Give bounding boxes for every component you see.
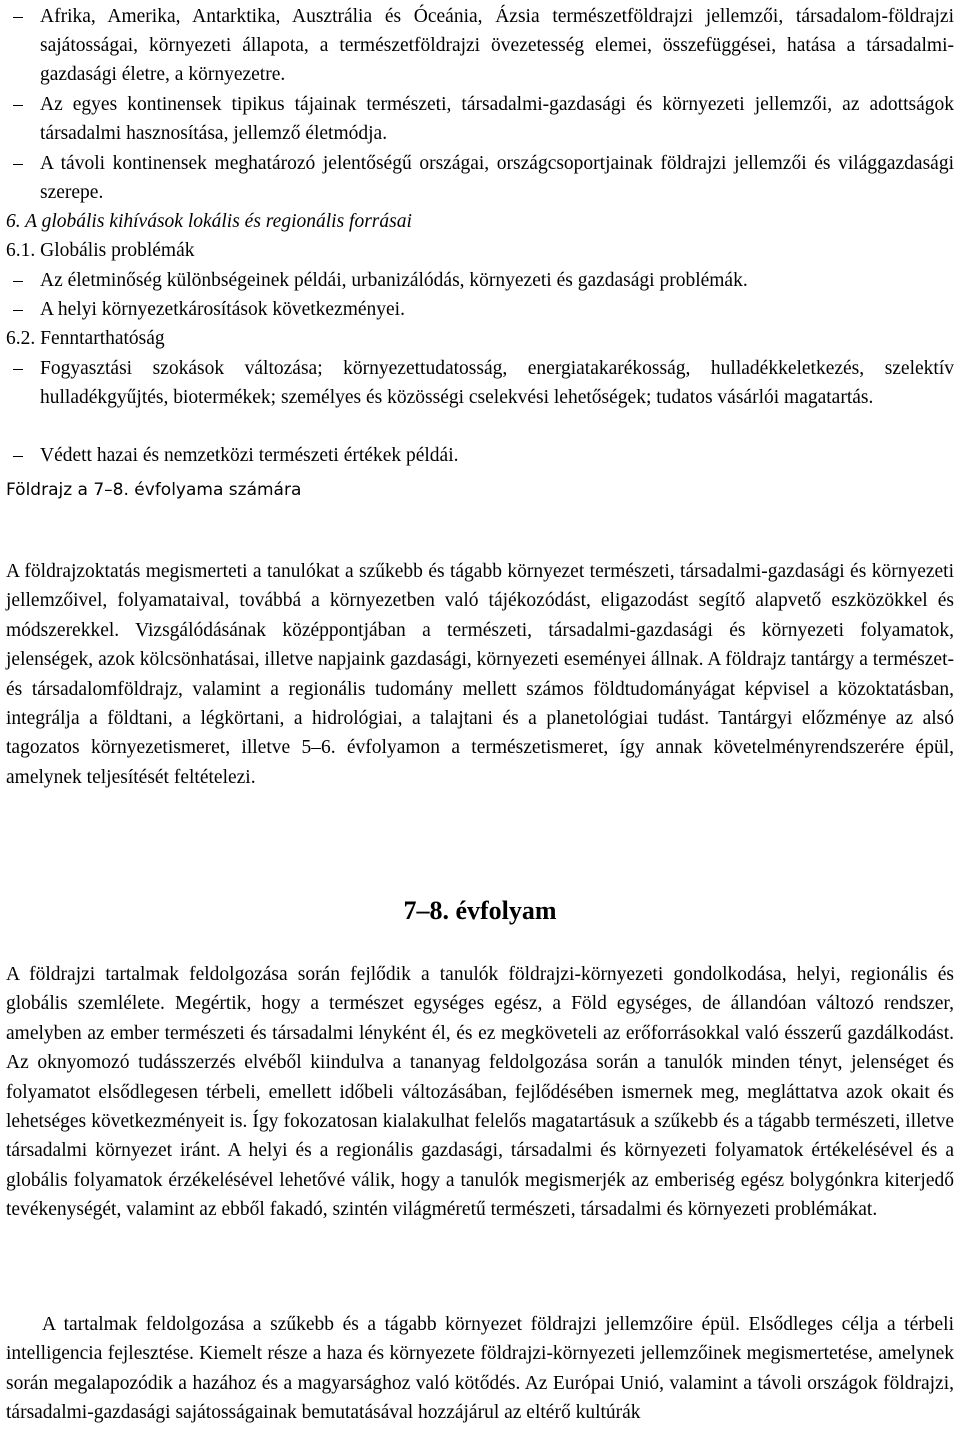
intro-paragraph: A földrajzoktatás megismerteti a tanulókat a szűkebb és tágabb környezet természeti, társadalmi-gazdasági és környezeti jellemzőivel, folyamataival, továbbá a környezetben való tájékozódást, eligazodást segítő alapvető eszközökkel és módszerekkel. Vizsgálódásának középpontjában a természeti, társadalmi-gazdasági és környezeti folyamatok, jelenségek, azok kölcsönhatásai, illetve napjaink gazdasági, környezeti eseményei állnak. A földrajz tantárgy a természet- és társadalomföldrajz, valamint a regionális tudomány mellett számos földtudományágat képvisel a közoktatásban, integrálja a földtani, a légkörtani, a hidrológiai, a talajtani és a planetológiai tudást. Tantárgyi előzménye az alsó tagozatos környezetismeret, illetve 5–6. évfolyamon a természetismeret, így annak követelményrendszerére épül, amelynek teljesítését feltételezi.	[6, 561, 954, 788]
list-item	[6, 90, 954, 148]
list-item-text: Afrika, Amerika, Antarktika, Ausztrália és Óceánia, Ázsia természetföldrajzi jellemzői, társadalom-földrajzi sajátosságai, környezeti állapota, a természetföldrajzi övezetesség elemei, összefüggései, hatása a társadalmi-gazdasági életre, a környezetre.	[40, 6, 954, 85]
list-item-text: A távoli kontinensek meghatározó jelentőségű országai, országcsoportjainak földrajzi jellemzői és világgazdasági szerepe.	[40, 153, 954, 203]
list-item-text: Az egyes kontinensek tipikus tájainak természeti, társadalmi-gazdasági és környezeti jellemzői, az adottságok társadalmi hasznosítása, jellemző életmódja.	[40, 94, 954, 144]
list-item	[6, 441, 954, 470]
list-dash: –	[13, 358, 23, 379]
list-dash: –	[13, 6, 23, 27]
list-item-text: Védett hazai és nemzetközi természeti értékek példái.	[40, 445, 459, 466]
list-item	[6, 295, 954, 324]
section-6-title: 6. A globális kihívások lokális és regionális forrásai	[6, 211, 412, 232]
section-6-2-title: 6.2. Fenntarthatóság	[6, 328, 165, 349]
section-6-1-title: 6.1. Globális problémák	[6, 240, 195, 261]
list-item-text: Az életminőség különbségeinek példái, urbanizálódás, környezeti és gazdasági problémák.	[40, 270, 748, 291]
list-item	[6, 266, 954, 295]
list-dash: –	[13, 153, 23, 174]
list-dash: –	[13, 299, 23, 320]
body-paragraph-1: A földrajzi tartalmak feldolgozása során fejlődik a tanulók földrajzi-környezeti gondolkodása, helyi, regionális és globális szemlélete. Megértik, hogy a természet egységes egész, a Föld egységes, de állandóan változó rendszer, amelyben az ember természeti és társadalmi lényként él, és ez megköveteli az erőforrásokkal való ésszerű gazdálkodást. Az oknyomozó tudásszerzés elvéből kiindulva a tananyag feldolgozása során a tanulók minden tényt, jelenséget és folyamatot elsődlegesen térbeli, emellett időbeli változásában, fejlődésében ismernek meg, megláttatva azok okait és lehetséges következményeit is. Így fokozatosan kialakulhat felelős magatartásuk a szűkebb és a tágabb természeti, illetve társadalmi környezet iránt. A helyi és a regionális gazdasági, társadalmi és környezeti folyamatok értékelésével és a globális folyamatok érzékelésével lehetővé válik, hogy a tanulók megismerjék az emberiség egész bolygónkra kiterjedő tevékenységét, valamint az ebből fakadó, szintén világméretű természeti, társadalmi és környezeti problémákat.	[6, 964, 954, 1221]
list-item	[6, 2, 954, 89]
grade-heading: Földrajz a 7–8. évfolyama számára	[6, 480, 302, 500]
list-item	[6, 149, 954, 207]
list-dash: –	[13, 94, 23, 115]
list-item-text: A helyi környezetkárosítások következményei.	[40, 299, 405, 320]
list-dash: –	[13, 445, 23, 466]
list-dash: –	[13, 270, 23, 291]
body-paragraph-2: A tartalmak feldolgozása a szűkebb és a tágabb környezet földrajzi jellemzőire épül. Elsődleges célja a térbeli intelligencia fejlesztése. Kiemelt része a haza és környezete földrajzi-környezeti jellemzőinek megismertetése, amelynek során megalapozódik a hazához és a magyarsághoz való kötődés. Az Európai Unió, valamint a távoli országok földrajzi, társadalmi-gazdasági sajátosságainak bemutatásával hozzájárul az eltérő kultúrák	[6, 1314, 954, 1424]
list-item-text: Fogyasztási szokások változása; környezettudatosság, energiatakarékosság, hulladékkeletkezés, szelektív hulladékgyűjtés, biotermékek; személyes és közösségi cselekvési lehetőségek; tudatos vásárlói magatartás.	[40, 358, 954, 408]
section-title: 7–8. évfolyam	[403, 896, 557, 925]
list-item	[6, 354, 954, 412]
